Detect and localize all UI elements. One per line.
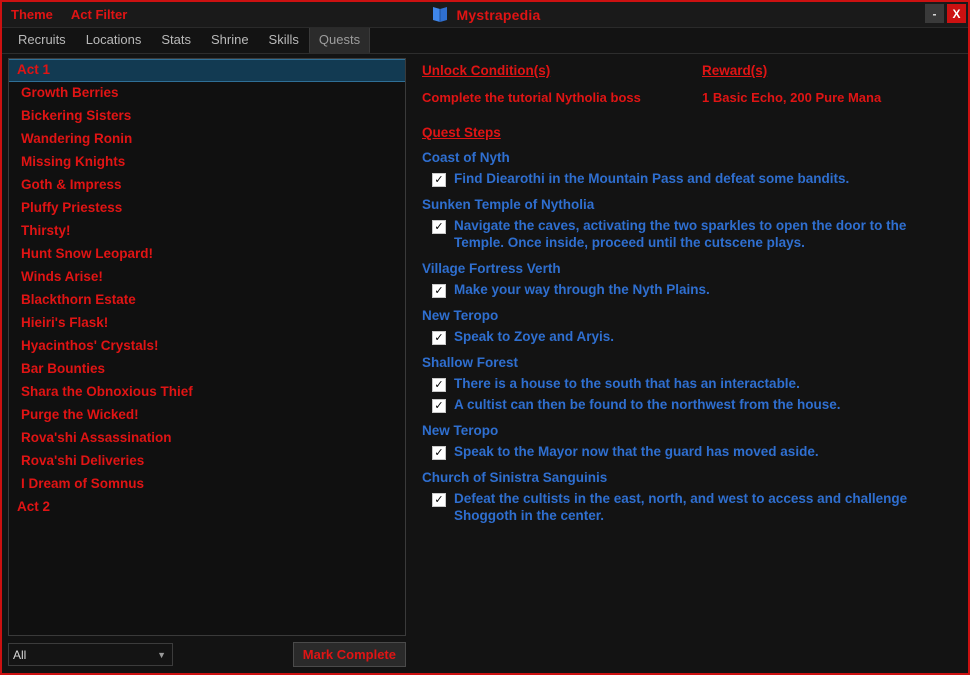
step-text: A cultist can then be found to the northwest from the house.: [454, 397, 841, 412]
step-item: [432, 396, 952, 413]
quest-list-item[interactable]: Pluffy Priestess: [21, 200, 123, 215]
step-checkbox[interactable]: ✓: [432, 399, 446, 413]
step-text: Navigate the caves, activating the two sparkles to open the door to the Temple. Once inside, proceed until the cutscene plays.: [454, 218, 907, 250]
step-text: Speak to Zoye and Aryis.: [454, 329, 615, 344]
step-text: There is a house to the south that has an interactable.: [454, 376, 800, 391]
quest-list-item[interactable]: Blackthorn Estate: [21, 292, 136, 307]
quest-act-row[interactable]: Act 2: [17, 499, 51, 514]
step-item: [432, 328, 952, 345]
quest-steps-list: [422, 150, 952, 524]
quest-details-pane: [412, 58, 962, 667]
quest-list-item[interactable]: Hieiri's Flask!: [21, 315, 109, 330]
values-row: [422, 90, 952, 119]
unlock-heading: Unlock Condition(s): [422, 63, 551, 78]
step-item: [432, 217, 952, 251]
mark-complete-button[interactable]: Mark Complete: [293, 642, 406, 667]
tab-bar: [2, 28, 968, 54]
quest-list-item[interactable]: Bar Bounties: [21, 361, 106, 376]
step-location-label: Village Fortress Verth: [422, 261, 561, 276]
quest-list-item[interactable]: Hunt Snow Leopard!: [21, 246, 153, 261]
unlock-text: Complete the tutorial Nytholia boss: [422, 90, 641, 105]
chevron-down-icon: ▼: [157, 649, 166, 660]
quest-list-item[interactable]: Shara the Obnoxious Thief: [21, 384, 193, 399]
minimize-button[interactable]: -: [925, 4, 944, 23]
quest-list-item[interactable]: Missing Knights: [21, 154, 126, 169]
main-content: [2, 54, 968, 673]
step-checkbox[interactable]: ✓: [432, 331, 446, 345]
step-group: [422, 150, 952, 187]
tab-locations[interactable]: Locations: [85, 32, 142, 47]
tab-recruits[interactable]: Recruits: [18, 32, 66, 47]
step-location-label: Church of Sinistra Sanguinis: [422, 470, 608, 485]
unlock-column: [422, 62, 702, 88]
step-location-label: Sunken Temple of Nytholia: [422, 197, 595, 212]
list-footer: [8, 636, 406, 667]
tab-shrine[interactable]: Shrine: [210, 32, 249, 47]
quest-list-item[interactable]: Rova'shi Deliveries: [21, 453, 145, 468]
step-checkbox[interactable]: ✓: [432, 220, 446, 234]
reward-heading: Reward(s): [702, 63, 768, 78]
step-checkbox[interactable]: ✓: [432, 446, 446, 460]
step-item: [432, 170, 952, 187]
reward-text: 1 Basic Echo, 200 Pure Mana: [702, 90, 882, 105]
quest-list-pane: [8, 58, 406, 667]
step-item: [432, 490, 952, 524]
step-text: Find Diearothi in the Mountain Pass and defeat some bandits.: [454, 171, 850, 186]
step-group: [422, 423, 952, 460]
act-filter-value: All: [13, 647, 27, 662]
quest-list-item[interactable]: Hyacinthos' Crystals!: [21, 338, 159, 353]
step-location-label: New Teropo: [422, 423, 499, 438]
tab-stats[interactable]: Stats: [161, 32, 191, 47]
reward-value-column: [702, 90, 952, 119]
step-location-label: New Teropo: [422, 308, 499, 323]
step-item: [432, 443, 952, 460]
reward-column: [702, 62, 952, 88]
tab-quests[interactable]: Quests: [309, 27, 370, 53]
headings-row: [422, 62, 952, 88]
step-checkbox[interactable]: ✓: [432, 493, 446, 507]
tab-skills[interactable]: Skills: [268, 32, 299, 47]
step-location-label: Shallow Forest: [422, 355, 519, 370]
step-text: Defeat the cultists in the east, north, and west to access and challenge Shoggoth in the center.: [454, 491, 908, 523]
step-item: [432, 375, 952, 392]
step-group: [422, 355, 952, 413]
quest-list-item[interactable]: Winds Arise!: [21, 269, 103, 284]
app-title: Mystrapedia: [456, 6, 541, 23]
step-group: [422, 470, 952, 524]
menu-bar: [2, 4, 136, 25]
step-checkbox[interactable]: ✓: [432, 173, 446, 187]
book-icon: [430, 6, 450, 23]
quest-steps-heading: Quest Steps: [422, 125, 501, 140]
title-bar: [2, 2, 968, 28]
step-group: [422, 197, 952, 251]
quest-list-item[interactable]: Thirsty!: [21, 223, 71, 238]
window-controls: [925, 4, 966, 23]
quest-list-item[interactable]: Growth Berries: [21, 85, 119, 100]
quest-list[interactable]: [8, 58, 406, 636]
step-checkbox[interactable]: ✓: [432, 284, 446, 298]
quest-list-item[interactable]: Purge the Wicked!: [21, 407, 139, 422]
step-text: Make your way through the Nyth Plains.: [454, 282, 710, 297]
quest-list-item[interactable]: Goth & Impress: [21, 177, 122, 192]
close-button[interactable]: X: [947, 4, 966, 23]
menu-theme[interactable]: Theme: [11, 7, 53, 22]
quest-list-item[interactable]: I Dream of Somnus: [21, 476, 145, 491]
quest-act-row[interactable]: Act 1: [9, 59, 405, 82]
window-title-area: [2, 2, 968, 27]
step-group: [422, 308, 952, 345]
unlock-value-column: [422, 90, 702, 119]
step-text: Speak to the Mayor now that the guard has moved aside.: [454, 444, 819, 459]
quest-list-item[interactable]: Rova'shi Assassination: [21, 430, 172, 445]
step-location-label: Coast of Nyth: [422, 150, 510, 165]
act-filter-select[interactable]: [8, 643, 173, 666]
quest-list-item[interactable]: Bickering Sisters: [21, 108, 132, 123]
step-item: [432, 281, 952, 298]
menu-act-filter[interactable]: Act Filter: [70, 7, 128, 22]
step-checkbox[interactable]: ✓: [432, 378, 446, 392]
quest-list-item[interactable]: Wandering Ronin: [21, 131, 133, 146]
step-group: [422, 261, 952, 298]
